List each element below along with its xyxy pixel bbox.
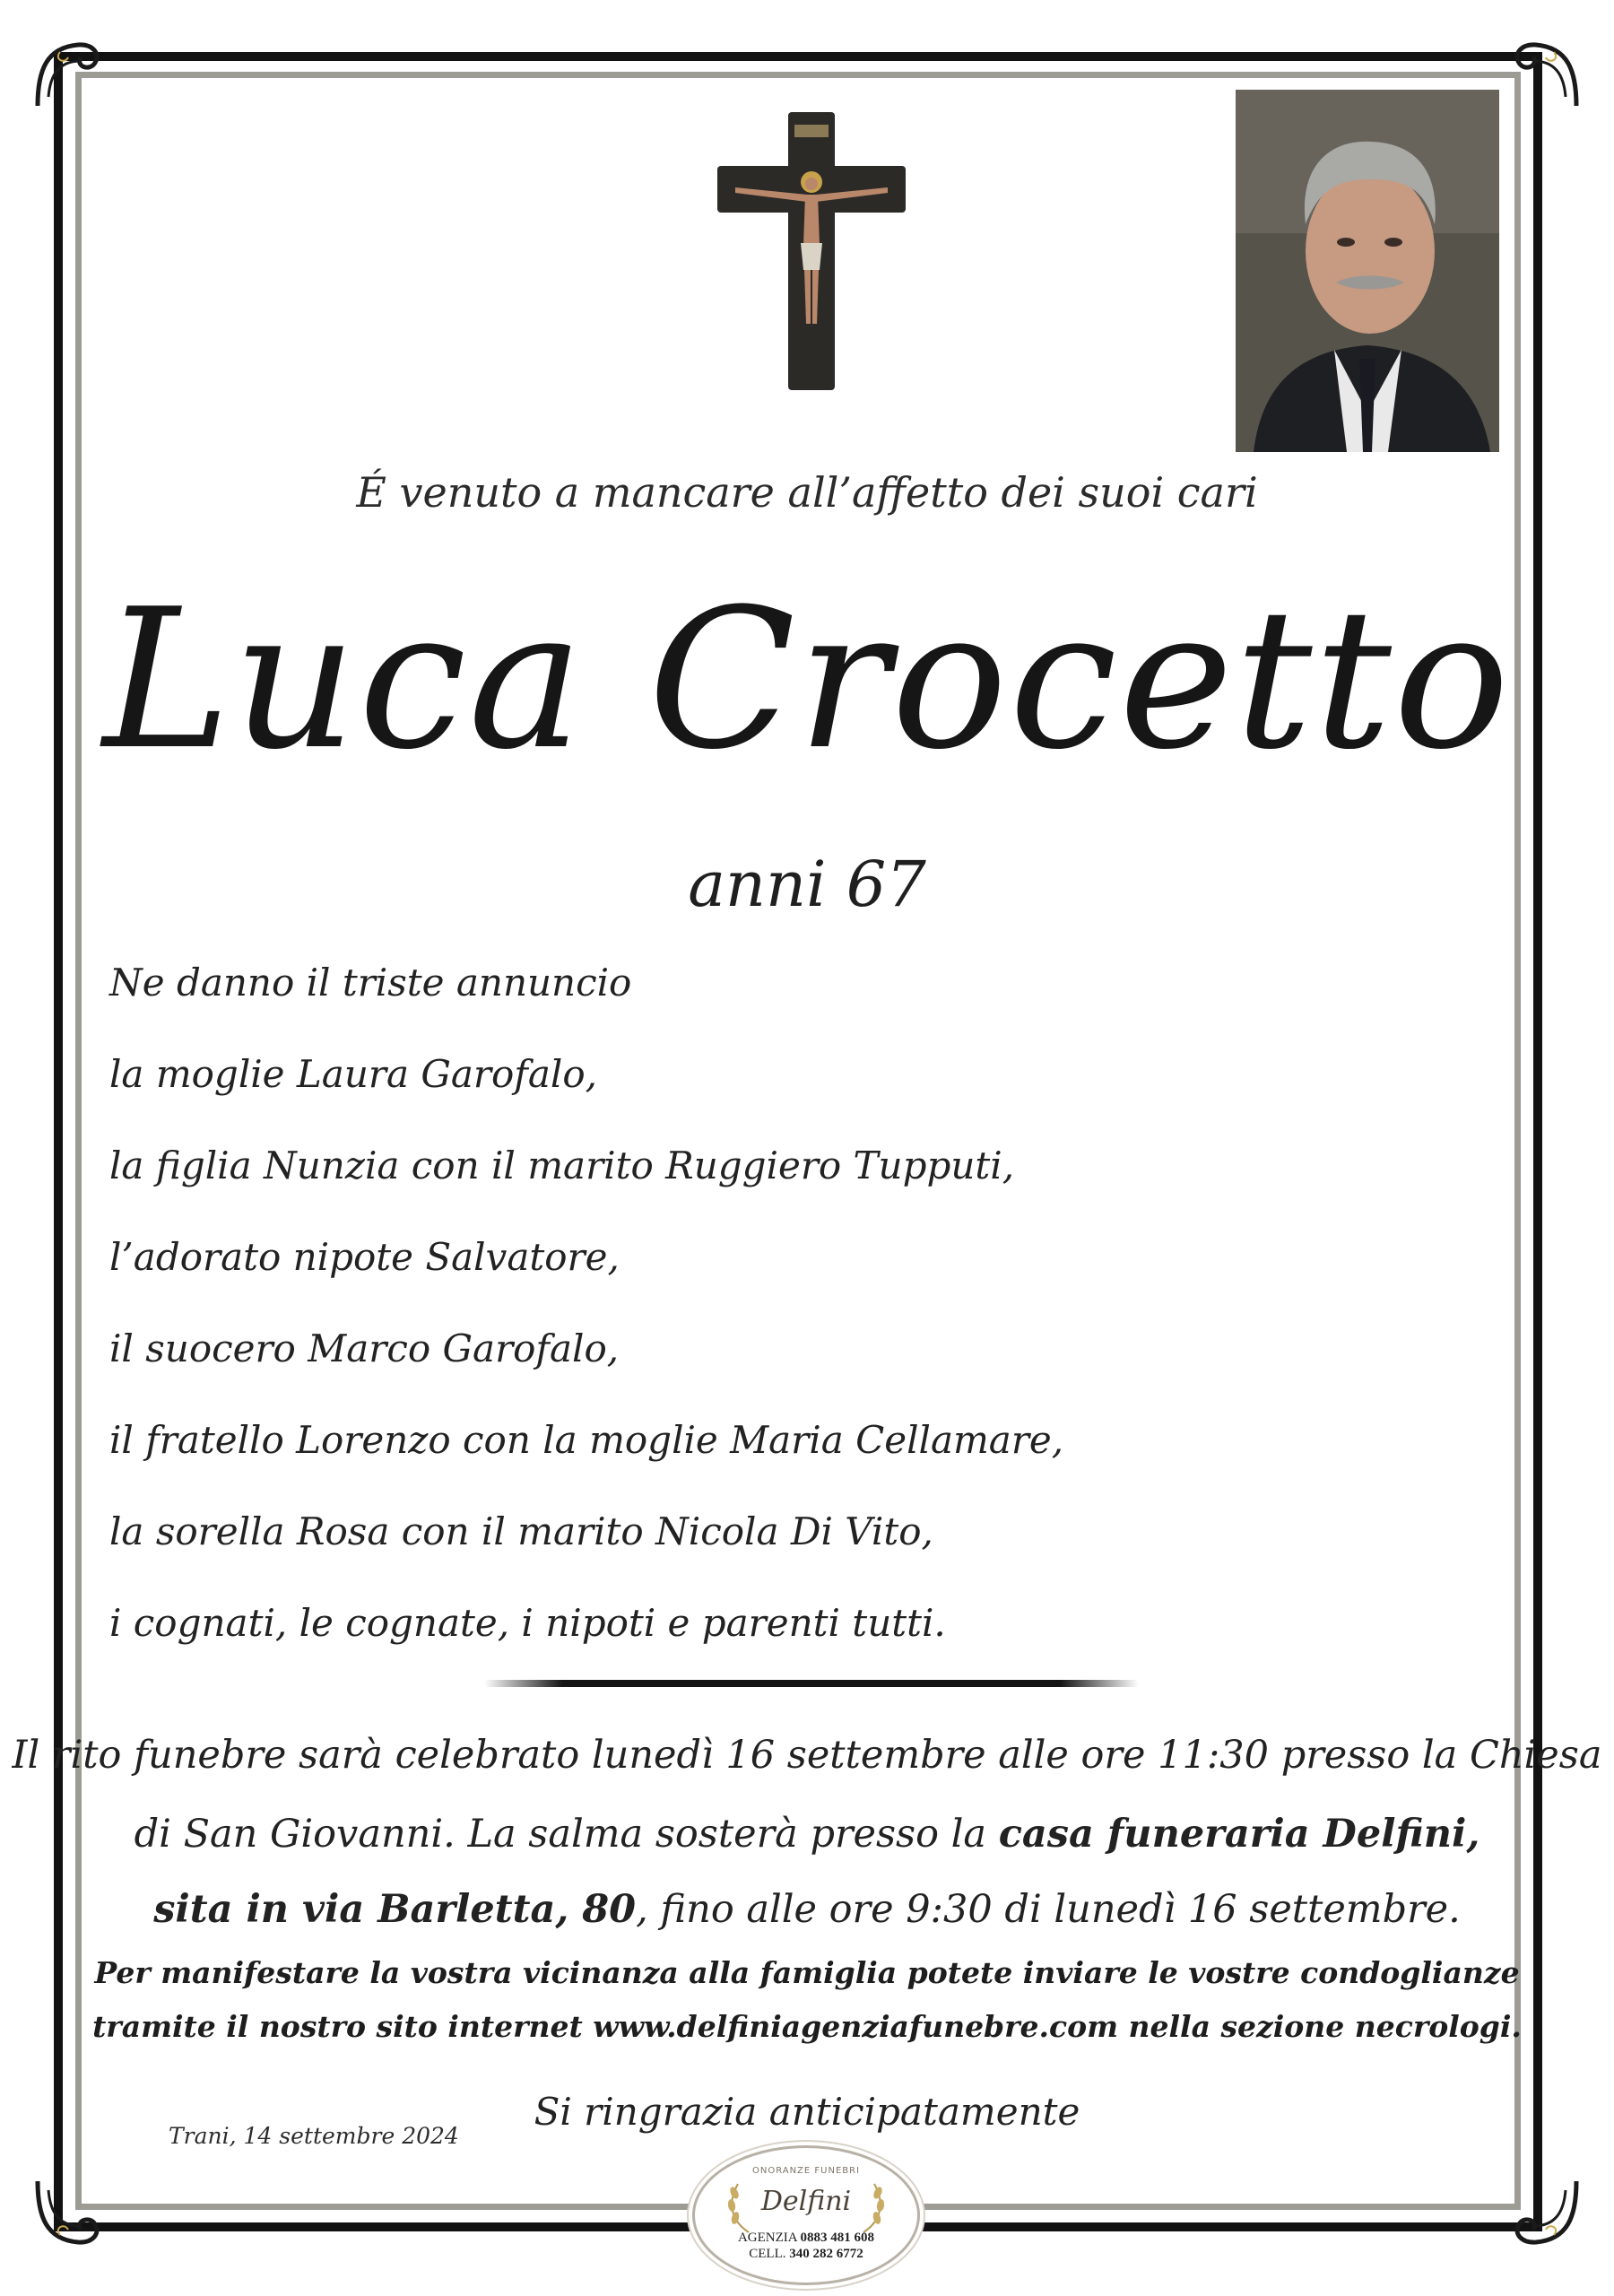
intro-text: É venuto a mancare all’affetto dei suoi cari — [356, 468, 1258, 517]
family-line: i cognati, le cognate, i nipoti e parenti tutti. — [109, 1601, 946, 1645]
funeral-agency-seal — [692, 2145, 920, 2285]
rite-text: Il rito funebre sarà celebrato lunedì 16 settembre alle ore 11:30 presso la Chiesa — [12, 1733, 1602, 1778]
condolences-line-2: tramite il nostro sito internet www.delfiniagenziafunebre.com nella sezione necrologi. — [92, 2009, 1522, 2044]
family-line: Ne danno il triste annuncio — [109, 961, 632, 1004]
rite-text: di San Giovanni. La salma sosterà presso la — [134, 1812, 999, 1857]
corner-ornament-icon — [29, 34, 109, 115]
divider — [484, 1680, 1139, 1687]
funeral-home-address: sita in via Barletta, 80 — [153, 1887, 637, 1932]
rite-line-1 — [0, 1733, 1614, 1778]
agency-phone: 0883 481 608 — [800, 2231, 875, 2245]
family-list — [109, 951, 1063, 1683]
family-line: l’adorato nipote Salvatore, — [109, 1235, 620, 1279]
corner-ornament-icon — [29, 2172, 109, 2253]
deceased-name: Luca Crocetto — [102, 567, 1512, 792]
age-text: anni 67 — [688, 848, 926, 921]
cell-label: CELL. — [749, 2247, 786, 2261]
agency-phone-line — [695, 2231, 917, 2246]
condolences-line-1: Per manifestare la vostra vicinanza alla famiglia potete inviare le vostre condoglianze — [94, 1955, 1520, 1990]
rite-line-3 — [0, 1887, 1614, 1932]
family-line: la sorella Rosa con il marito Nicola Di Vito, — [109, 1509, 933, 1553]
rite-text: , fino alle ore 9:30 di lunedì 16 settembre. — [636, 1887, 1461, 1932]
portrait-photo — [1236, 90, 1499, 452]
corner-ornament-icon — [1505, 34, 1585, 115]
family-line: il suocero Marco Garofalo, — [109, 1326, 620, 1370]
date-place: Trani, 14 settembre 2024 — [169, 2123, 459, 2149]
corner-ornament-icon — [1505, 2172, 1585, 2253]
family-line: il fratello Lorenzo con la moglie Maria Cellamare, — [109, 1418, 1064, 1462]
agency-label: AGENZIA — [737, 2231, 797, 2245]
seal-caption: ONORANZE FUNEBRI — [751, 2166, 861, 2176]
thanks-text: Si ringrazia anticipatamente — [534, 2090, 1080, 2134]
cell-phone: 340 282 6772 — [789, 2247, 863, 2261]
cell-phone-line — [695, 2247, 917, 2262]
family-line: la figlia Nunzia con il marito Ruggiero Tupputi, — [109, 1144, 1015, 1187]
seal-brand: Delfini — [760, 2186, 852, 2217]
crucifix-icon — [717, 112, 906, 390]
funeral-home-name: casa funeraria Delfini, — [998, 1812, 1480, 1857]
rite-line-2 — [0, 1812, 1614, 1857]
family-line: la moglie Laura Garofalo, — [109, 1052, 597, 1096]
